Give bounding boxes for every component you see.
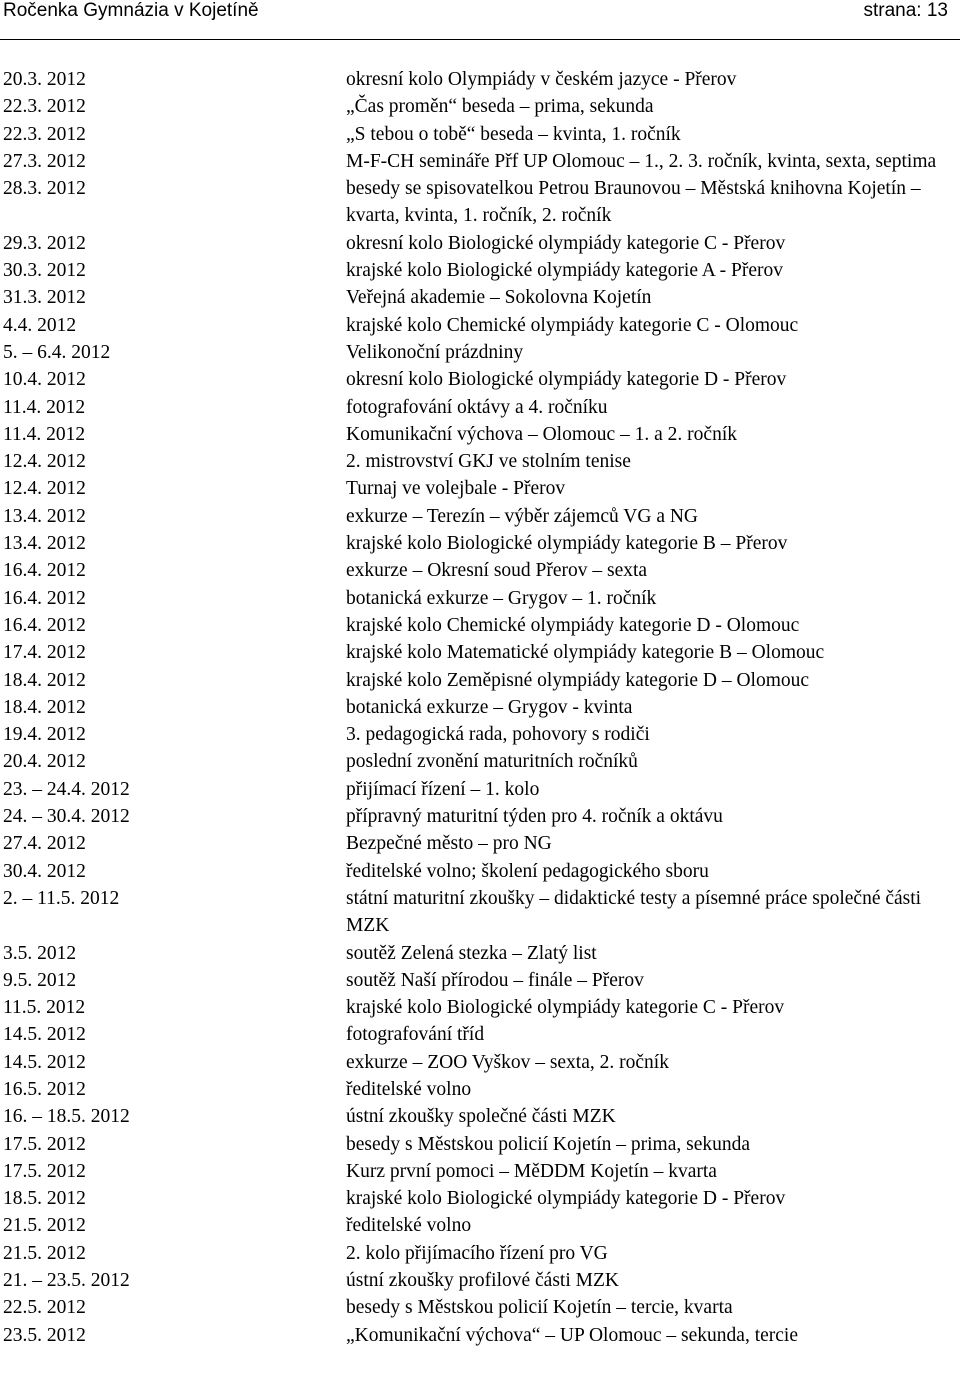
event-description: krajské kolo Matematické olympiády kategorie B – Olomouc (346, 642, 825, 664)
event-row (0, 1240, 960, 1267)
event-row (0, 530, 960, 557)
event-date: 11.4. 2012 (3, 396, 86, 418)
event-row (0, 1322, 960, 1349)
event-row (0, 1212, 960, 1239)
event-date: 10.4. 2012 (3, 369, 86, 391)
event-description: krajské kolo Biologické olympiády kategorie D - Přerov (346, 1188, 786, 1210)
event-row (0, 93, 960, 120)
event-date: 21.5. 2012 (3, 1215, 86, 1237)
event-date: 16.4. 2012 (3, 614, 86, 636)
event-date: 2. – 11.5. 2012 (3, 887, 120, 909)
event-row (0, 257, 960, 284)
event-row (0, 721, 960, 748)
event-description: besedy s Městskou policií Kojetín – tercie, kvarta (346, 1297, 733, 1319)
event-date: 16.5. 2012 (3, 1078, 86, 1100)
event-row (0, 284, 960, 311)
event-row (0, 1021, 960, 1048)
event-date: 18.4. 2012 (3, 696, 86, 718)
event-description: fotografování oktávy a 4. ročníku (346, 396, 608, 418)
event-description: okresní kolo Biologické olympiády kategorie D - Přerov (346, 369, 787, 391)
event-description: ředitelské volno (346, 1078, 472, 1100)
event-date: 12.4. 2012 (3, 478, 86, 500)
event-row (0, 967, 960, 994)
event-description: krajské kolo Biologické olympiády kategorie B – Přerov (346, 533, 788, 555)
event-date: 24. – 30.4. 2012 (3, 806, 130, 828)
event-description: krajské kolo Chemické olympiády kategorie C - Olomouc (346, 314, 799, 336)
event-row (0, 803, 960, 830)
event-row (0, 885, 960, 940)
event-date: 31.3. 2012 (3, 287, 86, 309)
event-description: „Komunikační výchova“ – UP Olomouc – sekunda, tercie (346, 1324, 798, 1346)
event-date: 21.5. 2012 (3, 1242, 86, 1264)
event-description: Komunikační výchova – Olomouc – 1. a 2. ročník (346, 423, 737, 445)
event-date: 27.3. 2012 (3, 150, 86, 172)
event-date: 17.4. 2012 (3, 642, 86, 664)
event-description: krajské kolo Zeměpisné olympiády kategorie D – Olomouc (346, 669, 810, 691)
event-description: krajské kolo Biologické olympiády kategorie A - Přerov (346, 260, 784, 282)
event-row (0, 639, 960, 666)
event-row (0, 312, 960, 339)
event-description: soutěž Naší přírodou – finále – Přerov (346, 969, 644, 991)
event-date: 19.4. 2012 (3, 724, 86, 746)
event-row (0, 394, 960, 421)
event-row (0, 1131, 960, 1158)
page-header (0, 0, 960, 40)
event-description: ředitelské volno (346, 1215, 472, 1237)
event-description: Kurz první pomoci – MěDDM Kojetín – kvarta (346, 1160, 717, 1182)
event-description: M-F-CH semináře Přf UP Olomouc – 1., 2. 3. ročník, kvinta, sexta, septima (346, 150, 937, 172)
event-row (0, 148, 960, 175)
event-description: Turnaj ve volejbale - Přerov (346, 478, 566, 500)
event-row (0, 421, 960, 448)
event-row (0, 1267, 960, 1294)
event-row (0, 830, 960, 857)
event-description: exkurze – ZOO Vyškov – sexta, 2. ročník (346, 1051, 669, 1073)
event-date: 17.5. 2012 (3, 1133, 86, 1155)
event-row (0, 1294, 960, 1321)
event-row (0, 858, 960, 885)
event-description: botanická exkurze – Grygov – 1. ročník (346, 587, 657, 609)
event-date: 18.4. 2012 (3, 669, 86, 691)
event-date: 11.4. 2012 (3, 423, 86, 445)
event-description: soutěž Zelená stezka – Zlatý list (346, 942, 597, 964)
event-date: 5. – 6.4. 2012 (3, 341, 111, 363)
event-date: 22.5. 2012 (3, 1297, 86, 1319)
event-date: 11.5. 2012 (3, 997, 86, 1019)
event-date: 14.5. 2012 (3, 1051, 86, 1073)
event-description: Bezpečné město – pro NG (346, 833, 552, 855)
event-row (0, 230, 960, 257)
event-row (0, 121, 960, 148)
event-date: 23.5. 2012 (3, 1324, 86, 1346)
event-date: 21. – 23.5. 2012 (3, 1270, 130, 1292)
event-description: přípravný maturitní týden pro 4. ročník a oktávu (346, 806, 723, 828)
event-date: 22.3. 2012 (3, 96, 86, 118)
event-date: 30.3. 2012 (3, 260, 86, 282)
event-description: „S tebou o tobě“ beseda – kvinta, 1. ročník (346, 123, 681, 145)
event-date: 16.4. 2012 (3, 587, 86, 609)
page-number: strana: 13 (863, 0, 948, 21)
event-description: Veřejná akademie – Sokolovna Kojetín (346, 287, 652, 309)
event-description: exkurze – Okresní soud Přerov – sexta (346, 560, 648, 582)
event-date: 14.5. 2012 (3, 1024, 86, 1046)
event-description: exkurze – Terezín – výběr zájemců VG a NG (346, 505, 699, 527)
event-row (0, 776, 960, 803)
event-date: 16. – 18.5. 2012 (3, 1106, 130, 1128)
event-date: 23. – 24.4. 2012 (3, 778, 130, 800)
event-date: 13.4. 2012 (3, 533, 86, 555)
event-row (0, 557, 960, 584)
event-row (0, 1076, 960, 1103)
event-row (0, 1049, 960, 1076)
event-description: besedy se spisovatelkou Petrou Braunovou – Městská knihovna Kojetín – kvarta, kvinta, 1. ročník, 2. ročník (346, 178, 921, 227)
event-date: 28.3. 2012 (3, 178, 86, 200)
event-row (0, 694, 960, 721)
event-row (0, 994, 960, 1021)
event-date: 9.5. 2012 (3, 969, 77, 991)
event-description: okresní kolo Biologické olympiády kategorie C - Přerov (346, 232, 786, 254)
event-row (0, 339, 960, 366)
event-row (0, 475, 960, 502)
event-row (0, 1185, 960, 1212)
event-description: ředitelské volno; školení pedagogického sboru (346, 860, 709, 882)
event-description: přijímací řízení – 1. kolo (346, 778, 540, 800)
event-row (0, 1158, 960, 1185)
event-date: 20.3. 2012 (3, 69, 86, 90)
event-row (0, 66, 960, 93)
event-description: krajské kolo Biologické olympiády kategorie C - Přerov (346, 997, 785, 1019)
event-description: besedy s Městskou policií Kojetín – prima, sekunda (346, 1133, 751, 1155)
event-row (0, 448, 960, 475)
event-row (0, 667, 960, 694)
event-date: 27.4. 2012 (3, 833, 86, 855)
event-row (0, 1103, 960, 1130)
event-date: 13.4. 2012 (3, 505, 86, 527)
event-row (0, 748, 960, 775)
event-list (0, 66, 960, 1349)
event-date: 22.3. 2012 (3, 123, 86, 145)
event-row (0, 940, 960, 967)
event-description: 2. mistrovství GKJ ve stolním tenise (346, 451, 631, 473)
event-description: Velikonoční prázdniny (346, 341, 524, 363)
event-date: 12.4. 2012 (3, 451, 86, 473)
event-row (0, 503, 960, 530)
event-date: 16.4. 2012 (3, 560, 86, 582)
event-row (0, 612, 960, 639)
event-description: 2. kolo přijímacího řízení pro VG (346, 1242, 608, 1264)
event-date: 3.5. 2012 (3, 942, 77, 964)
event-description: fotografování tříd (346, 1024, 485, 1046)
event-date: 18.5. 2012 (3, 1188, 86, 1210)
event-description: okresní kolo Olympiády v českém jazyce - Přerov (346, 69, 737, 90)
event-date: 4.4. 2012 (3, 314, 77, 336)
event-description: ústní zkoušky profilové části MZK (346, 1270, 619, 1292)
document-title: Ročenka Gymnázia v Kojetíně (3, 0, 259, 21)
event-date: 17.5. 2012 (3, 1160, 86, 1182)
event-description: poslední zvonění maturitních ročníků (346, 751, 638, 773)
event-row (0, 585, 960, 612)
event-row (0, 366, 960, 393)
event-description: 3. pedagogická rada, pohovory s rodiči (346, 724, 650, 746)
event-description: botanická exkurze – Grygov - kvinta (346, 696, 633, 718)
event-date: 20.4. 2012 (3, 751, 86, 773)
event-date: 30.4. 2012 (3, 860, 86, 882)
event-description: ústní zkoušky společné části MZK (346, 1106, 616, 1128)
event-description: krajské kolo Chemické olympiády kategorie D - Olomouc (346, 614, 800, 636)
event-date: 29.3. 2012 (3, 232, 86, 254)
event-description: státní maturitní zkoušky – didaktické testy a písemné práce společné části MZK (346, 887, 922, 937)
event-description: „Čas proměn“ beseda – prima, sekunda (346, 96, 654, 118)
event-row (0, 175, 960, 230)
